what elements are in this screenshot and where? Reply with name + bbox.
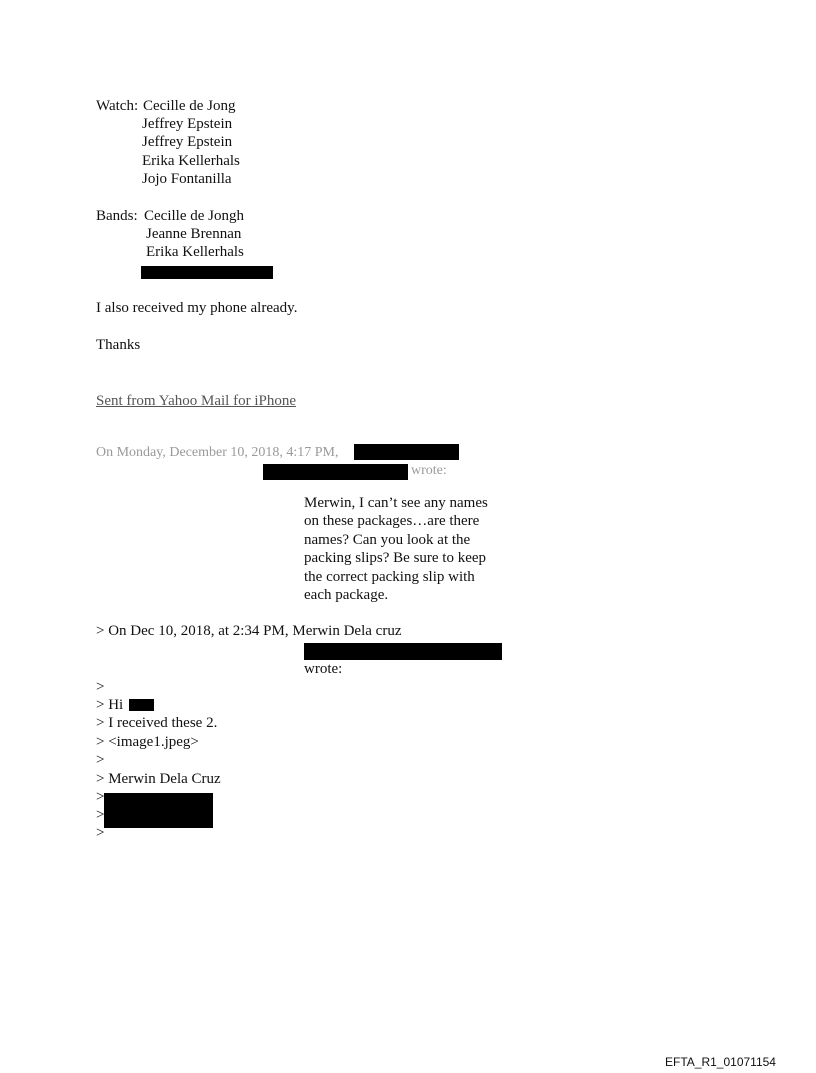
reply-header-line: On Monday, December 10, 2018, 4:17 PM, [96,445,339,460]
redaction-bar [129,699,154,711]
bands-name: Cecille de Jongh [144,208,244,224]
quoted-line: > [96,789,105,805]
bands-label: Bands: [96,208,138,224]
thanks-text: Thanks [96,337,141,353]
quoted-line: > [96,679,105,695]
reply-message-body [304,494,514,604]
quoted-line: > [96,807,105,823]
reply-line: the correct packing slip with [304,568,475,585]
quoted-line: > Merwin Dela Cruz [96,771,221,787]
watch-name: Jojo Fontanilla [142,171,232,187]
bands-name: Erika Kellerhals [146,244,244,260]
quoted-line: > <image1.jpeg> [96,734,199,750]
reply-wrote-label: wrote: [411,463,447,478]
redaction-bar [354,444,459,460]
yahoo-mail-signature-link[interactable]: Sent from Yahoo Mail for iPhone [96,393,296,409]
reply-line: Merwin, I can’t see any names [304,495,488,511]
watch-name: Erika Kellerhals [142,153,240,169]
watch-name: Cecille de Jong [143,98,236,114]
quoted-line: > I received these 2. [96,715,218,731]
bates-number: EFTA_R1_01071154 [665,1055,776,1069]
redaction-bar [104,793,213,828]
redaction-bar [304,643,502,660]
original-wrote-label: wrote: [304,661,343,677]
quoted-line: > [96,752,105,768]
redaction-bar [263,464,408,480]
phone-received-text: I also received my phone already. [96,300,298,316]
reply-line: packing slips? Be sure to keep [304,550,487,567]
watch-name: Jeffrey Epstein [142,116,233,132]
quoted-line: > Hi [96,697,124,713]
redaction-bar [141,266,273,279]
watch-name: Jeffrey Epstein [142,134,233,150]
bands-name: Jeanne Brennan [146,226,242,242]
original-header-line: > On Dec 10, 2018, at 2:34 PM, Merwin Dela cruz [96,623,402,639]
reply-line: each package. [304,587,389,604]
reply-line: names? Can you look at the [304,531,471,548]
watch-label: Watch: [96,98,139,114]
quoted-line: > [96,825,105,841]
reply-line: on these packages…are there [304,513,480,530]
